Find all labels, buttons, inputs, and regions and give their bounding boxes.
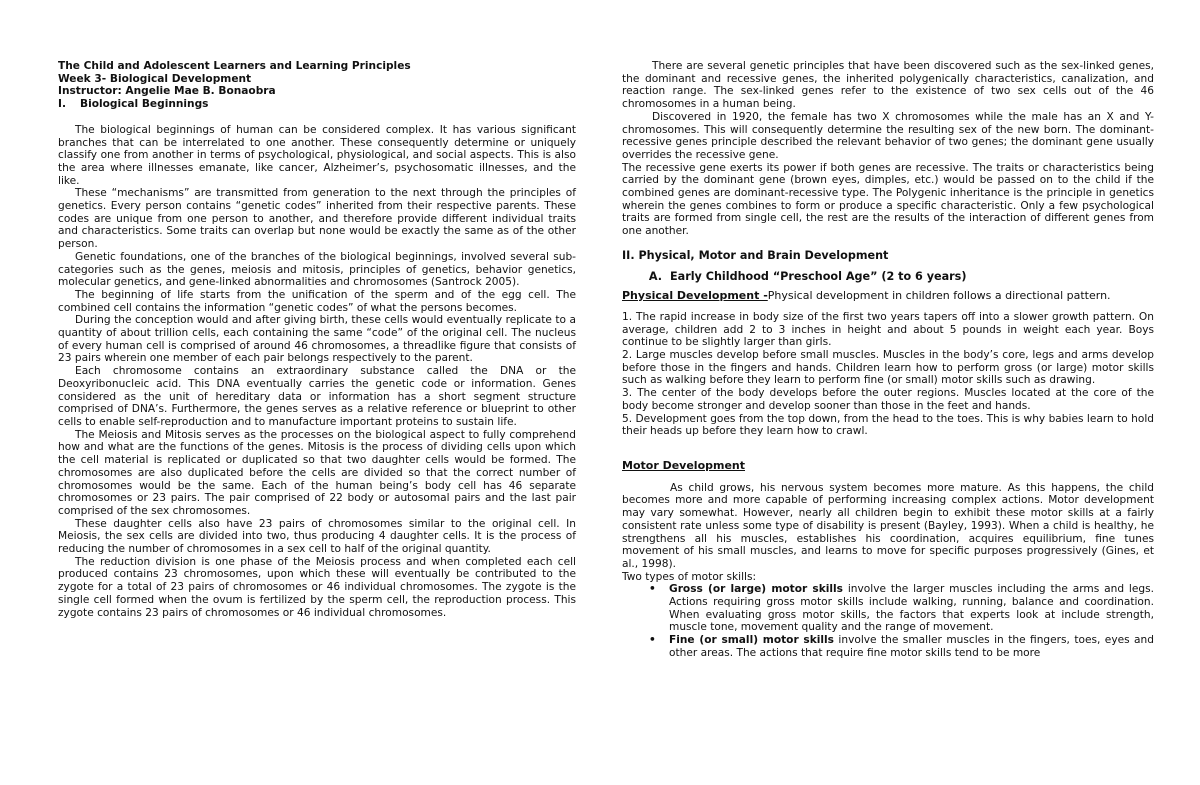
right-column: [622, 60, 1154, 660]
paragraph: Discovered in 1920, the female has two X chromosomes while the male has an X and Y-chromosomes. This will consequently determine the resulting sex of the new born. The dominant-recessive genes principle described the relevant behavior of two genes; the dominant gene usually overrides the recessive gene.: [622, 110, 1154, 161]
paragraph: The reduction division is one phase of the Meiosis process and when completed each cell produced contains 23 chromosomes, upon which these will eventually be contributed to the zygote for a total of 23 pairs of chromosomes or 46 individual chromosomes. The zygote is the single cell formed when the ovum is fertilized by the sperm cell, the reproduction process. This zygote contains 23 pairs of chromosomes or 46 individual chromosomes.: [58, 555, 576, 619]
paragraph: Each chromosome contains an extraordinary substance called the DNA or the Deoxyribonucleic acid. This DNA eventually carries the genetic code or information. Genes considered as the unit of hereditary data or information has a short segment structure comprised of DNA’s. Furthermore, the genes serves as a relative reference or blueprint to other cells to enable self-reproduction and to manufacture important proteins to sustain life.: [58, 365, 576, 428]
section-heading: [58, 98, 576, 111]
section-title: Biological Beginnings: [80, 98, 209, 111]
subsection-number: A.: [648, 269, 662, 283]
week-label: Week 3- Biological Development: [58, 72, 252, 85]
section-number: I.: [58, 98, 66, 111]
physical-development-heading: Physical Development -: [622, 289, 768, 303]
bullet-icon: •: [649, 583, 656, 596]
paragraph: The recessive gene exerts its power if both genes are recessive. The traits or characteristics being carried by the dominant gene (brown eyes, dimples, etc.) would be passed on to the child if the combined genes are dominant-recessive type. The Polygenic inheritance is the principle in genetics wherein the genes combines to form or produce a specific characteristic. Only a few psychological traits are formed from single cell, the rest are the results of the interaction of different genes from one another.: [622, 161, 1154, 238]
bullet-term: Fine (or small) motor skills: [669, 634, 834, 647]
list-item: [622, 634, 1154, 659]
paragraph: These daughter cells also have 23 pairs of chromosomes similar to the original cell. In Meiosis, the sex cells are divided into two, thus producing 4 daughter cells. It is the process of reducing the number of chromosomes in a sex cell to half of the original quantity.: [58, 517, 576, 556]
paragraph: The biological beginnings of human can be considered complex. It has various significant branches that can be interrelated to one another. These consequently determine or uniquely classify one from another in terms of psychological, physiological, and social aspects. This is also the area where illnesses emanate, like cancer, Alzheimer’s, psychosomatic illnesses, and the like.: [58, 123, 576, 187]
left-column: [58, 60, 576, 619]
bullet-term: Gross (or large) motor skills: [669, 583, 843, 596]
bullet-text: involve the larger muscles including the arms and legs. Actions requiring gross motor skills include walking, running, balance and coordination. When evaluating gross motor skills, the factors that experts look at include strength, muscle tone, movement quality and the range of movement.: [669, 583, 1154, 634]
bullet-text: involve the smaller muscles in the fingers, toes, eyes and other areas. The actions that require fine motor skills tend to be more: [669, 634, 1154, 659]
instructor-label: Instructor: Angelie Mae B. Bonaobra: [58, 85, 276, 98]
list-item: 5. Development goes from the top down, from the head to the toes. This is why babies learn to hold their heads up before they learn how to crawl.: [622, 412, 1154, 438]
list-item: 3. The center of the body develops before the outer regions. Muscles located at the core of the body become stronger and develop sooner than those in the feet and hands.: [622, 387, 1154, 412]
bullet-icon: •: [649, 634, 656, 647]
paragraph: Genetic foundations, one of the branches of the biological beginnings, involved several sub-categories such as the genes, meiosis and mitosis, principles of genetics, behavior genetics, molecular genetics, and gene-linked abnormalities and chromosomes (Santrock 2005).: [58, 250, 576, 289]
motor-skills-list: [622, 583, 1154, 659]
paragraph: The Meiosis and Mitosis serves as the processes on the biological aspect to fully comprehend how and what are the functions of the genes. Mitosis is the process of dividing cells upon which the cell material is replicated or duplicated so that two daughter cells would be formed. The chromosomes are also duplicated before the cells are divided so that the correct number of chromosomes would be the same. Each of the human being’s body cell has 46 separate chromosomes or 23 pairs. The pair comprised of 22 body or autosomal pairs and the last pair comprised of the sex chromosomes.: [58, 428, 576, 517]
two-types-label: Two types of motor skills:: [622, 570, 757, 583]
list-item: 2. Large muscles develop before small muscles. Muscles in the body’s core, legs and arms develop before those in the fingers and hands. Children learn how to perform gross (or large) motor skills such as walking before they learn to perform fine (or small) motor skills such as drawing.: [622, 349, 1154, 387]
physical-development: [622, 290, 1154, 303]
paragraph: During the conception would and after giving birth, these cells would eventually replicate to a quantity of about trillion cells, each containing the same “code” of the original cell. The nucleus of every human cell is comprised of around 46 chromosomes, a threadlike figure that consists of 23 pairs wherein one member of each pair belongs respectively to the parent.: [58, 314, 576, 365]
motor-development-heading: Motor Development: [622, 458, 746, 472]
list-item: 1. The rapid increase in body size of the first two years tapers off into a slower growth pattern. On average, children add 2 to 3 inches in height and about 5 pounds in weight each year. Boys continue to be slightly larger than girls.: [622, 310, 1154, 349]
subsection-heading: [622, 271, 1154, 284]
list-item: [622, 583, 1154, 634]
subsection-title: Early Childhood “Preschool Age” (2 to 6 years): [670, 269, 967, 283]
document-title: The Child and Adolescent Learners and Learning Principles: [58, 60, 411, 72]
physical-development-text: Physical development in children follows a directional pattern.: [767, 289, 1111, 303]
paragraph: As child grows, his nervous system becomes more mature. As this happens, the child becomes more and more capable of performing increasing complex actions. Motor development may vary somewhat. However, nearly all children begin to exhibit these motor skills at a fairly consistent rate unless some type of disability is present (Bayley, 1993). When a child is healthy, he strengthens all his muscles, establishes his coordination, acquires equilibrium, fine tunes movement of his small muscles, and learns to move for specific purposes progressively (Gines, et al., 1998).: [622, 481, 1154, 570]
section-heading-2: II. Physical, Motor and Brain Development: [622, 248, 889, 262]
paragraph: There are several genetic principles that have been discovered such as the sex-linked genes, the dominant and recessive genes, the inherited polygenically characteristics, canalization, and reaction range. The sex-linked genes refer to the existence of two sex cells out of the 46 chromosomes in a human being.: [622, 60, 1154, 111]
paragraph: The beginning of life starts from the unification of the sperm and of the egg cell. The combined cell contains the information “genetic codes” of what the persons becomes.: [58, 288, 576, 314]
paragraph: These “mechanisms” are transmitted from generation to the next through the principles of genetics. Every person contains “genetic codes” inherited from their respective parents. These codes are unique from one person to another, and therefore provide different individual traits and characteristics. Some traits can overlap but none would be exactly the same as of the other person.: [58, 187, 576, 251]
